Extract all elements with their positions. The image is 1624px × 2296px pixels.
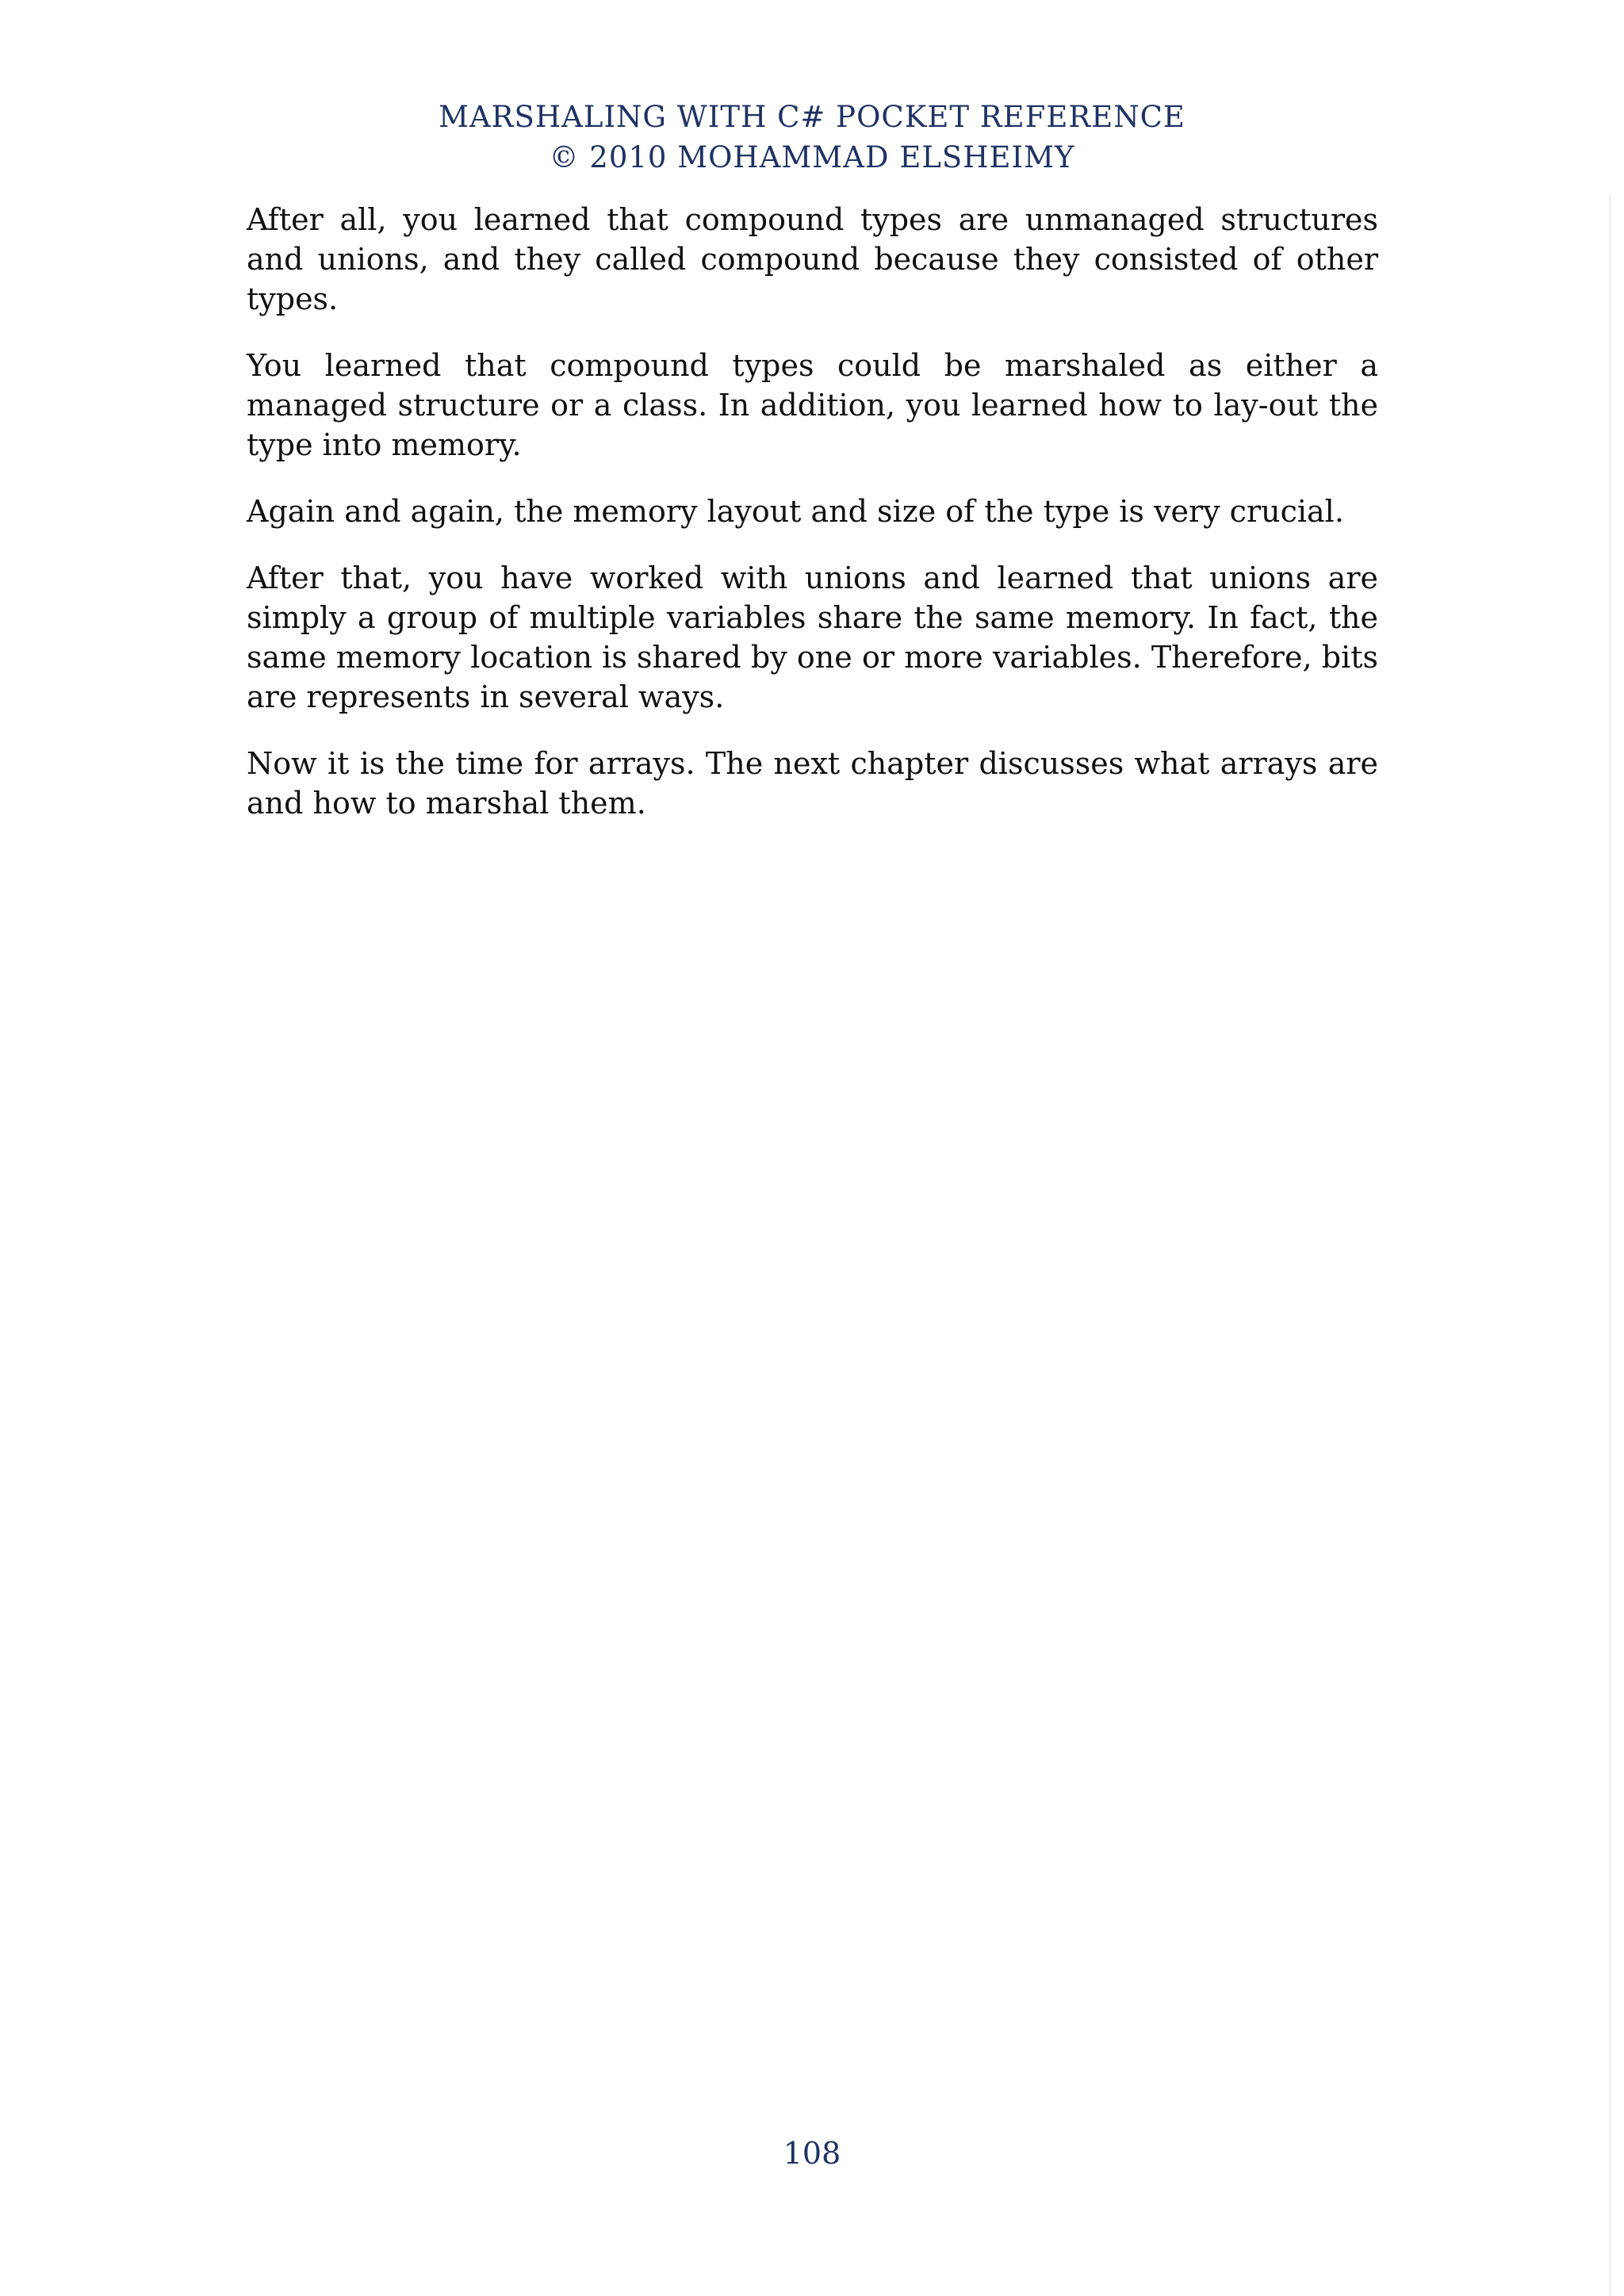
body-text <box>247 200 1378 850</box>
paragraph-3: Again and again, the memory layout and size of the type is very crucial. <box>247 494 1344 529</box>
running-header <box>0 97 1624 178</box>
page-edge-divider <box>1609 195 1611 2296</box>
paragraph-5: Now it is the time for arrays. The next chapter discusses what arrays are and how to marshal them. <box>247 746 1378 821</box>
paragraph-2: You learned that compound types could be marshaled as either a managed structure or a class. In addition, you learned how to lay-out the type into memory. <box>247 348 1378 462</box>
copyright-line: © 2010 MOHAMMAD ELSHEIMY <box>549 140 1075 174</box>
book-title: MARSHALING WITH C# POCKET REFERENCE <box>439 100 1185 134</box>
paragraph-1: After all, you learned that compound types are unmanaged structures and unions, and they called compound because they consisted of other types. <box>247 202 1378 316</box>
page-number: 108 <box>783 2136 841 2171</box>
paragraph-4: After that, you have worked with unions and learned that unions are simply a group of multiple variables share the same memory. In fact, the same memory location is shared by one or more variables. Therefore, bits are represents in several ways. <box>247 561 1378 714</box>
